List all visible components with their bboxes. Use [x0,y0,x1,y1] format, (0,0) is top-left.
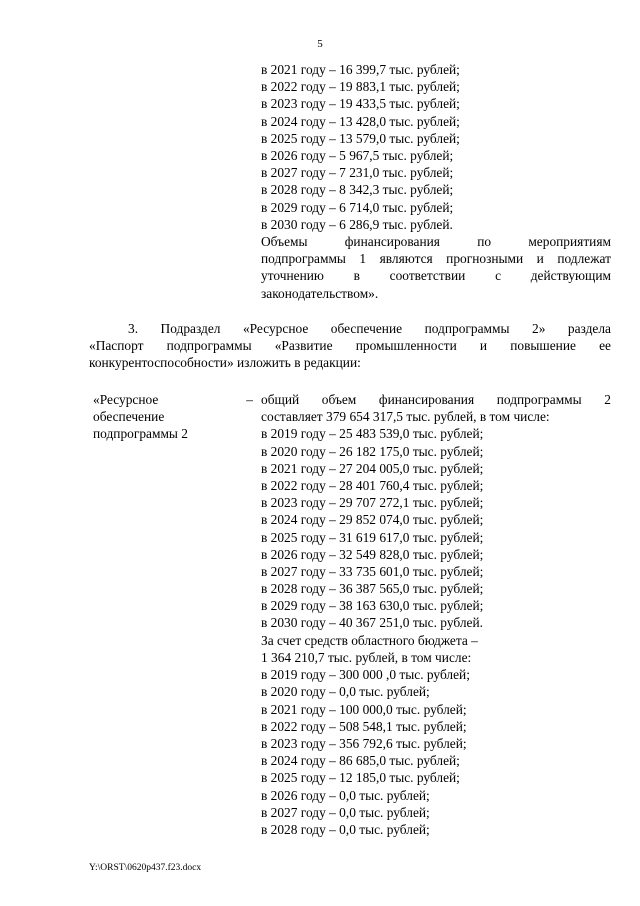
word: Объемы [261,234,308,249]
word: подпрограммы [261,251,346,267]
regional-year-line: в 2022 году – 508 548,1 тыс. рублей; [261,718,467,734]
word: «Ресурсное [242,321,309,336]
regional-year-line: в 2021 году – 100 000,0 тыс. рублей; [261,701,467,717]
word: объем [321,392,357,407]
word: обеспечение [330,321,403,336]
funding-list-subprogram-1 [261,61,611,233]
forecast-note-line-4: законодательством». [261,285,379,301]
word: 1 [359,251,367,267]
total-funding [261,391,611,425]
word: мероприятиям [528,234,611,249]
word: прогнозными [446,251,524,267]
word: подлежат [557,251,611,267]
regional-budget-list [261,666,611,838]
regional-budget-header [261,632,611,666]
funding-year-line: в 2024 году – 29 852 074,0 тыс. рублей; [261,512,484,528]
funding-year-line: в 2028 году – 36 387 565,0 тыс. рублей; [261,581,484,597]
forecast-note-line-2 [261,250,611,267]
word: 3. [128,321,139,336]
label-dash: – [246,392,253,407]
word: являются [379,251,433,267]
section-paragraph-line-2 [89,337,611,354]
file-path-footer: Y:\ORST\0620p437.f23.docx [89,863,202,873]
funding-year-line: в 2022 году – 19 883,1 тыс. рублей; [261,79,460,95]
forecast-note-line-1 [261,233,611,250]
word: «Паспорт [89,338,144,354]
regional-budget-line-1: За счет средств областного бюджета – [261,632,478,648]
word: повышение [510,338,576,354]
word: финансирования [344,234,440,249]
funding-year-line: в 2021 году – 16 399,7 тыс. рублей; [261,62,460,77]
regional-budget-line-2: 1 364 210,7 тыс. рублей, в том числе: [261,649,472,665]
regional-year-line: в 2024 году – 86 685,0 тыс. рублей; [261,753,460,769]
word: 2» [532,321,546,336]
label-line-3: подпрограммы 2 [93,426,188,442]
regional-year-line: в 2020 году – 0,0 тыс. рублей; [261,684,430,700]
funding-year-line: в 2020 году – 26 182 175,0 тыс. рублей; [261,443,484,459]
regional-year-line: в 2026 году – 0,0 тыс. рублей; [261,787,430,803]
regional-year-line: в 2027 году – 0,0 тыс. рублей; [261,804,430,820]
regional-year-line: в 2028 году – 0,0 тыс. рублей; [261,821,430,837]
forecast-note [261,233,611,302]
word: Подраздел [160,321,221,336]
word: подпрограммы [496,392,582,407]
funding-year-line: в 2025 году – 31 619 617,0 тыс. рублей; [261,529,484,545]
label-word: «Ресурсное [93,392,159,407]
funding-year-line: в 2019 году – 25 483 539,0 тыс. рублей; [261,426,484,442]
funding-year-line: в 2021 году – 27 204 005,0 тыс. рублей; [261,460,484,476]
funding-list-subprogram-2 [261,425,611,631]
funding-year-line: в 2029 году – 6 714,0 тыс. рублей; [261,199,454,215]
word: раздела [567,321,611,336]
word: подпрограммы [166,338,252,354]
total-funding-line-1 [261,391,611,408]
label-line-2: обеспечение [93,409,165,425]
funding-year-line: в 2022 году – 28 401 760,4 тыс. рублей; [261,477,484,493]
regional-year-line: в 2025 году – 12 185,0 тыс. рублей; [261,770,460,786]
word: финансирования [378,392,475,407]
regional-year-line: в 2023 году – 356 792,6 тыс. рублей; [261,735,467,751]
funding-year-line: в 2030 году – 6 286,9 тыс. рублей. [261,216,453,232]
funding-year-line: в 2025 году – 13 579,0 тыс. рублей; [261,130,460,146]
word: уточнению [261,268,324,284]
word: промышленности [355,338,457,354]
word: в [353,268,360,284]
word: 2 [604,392,611,407]
total-funding-line-2: составляет 379 654 317,5 тыс. рублей, в том числе: [261,409,550,425]
funding-year-line: в 2026 году – 5 967,5 тыс. рублей; [261,147,454,163]
section-paragraph-line-1 [89,320,611,337]
word: действующим [530,268,611,284]
word: и [479,338,488,354]
word: соответствии [389,268,466,284]
section-paragraph [89,320,611,372]
funding-year-line: в 2023 году – 19 433,5 тыс. рублей; [261,96,460,112]
word: по [477,234,492,249]
word: ее [599,338,611,354]
word: подпрограммы [424,321,510,336]
resource-support-label [93,391,253,443]
funding-year-line: в 2026 году – 32 549 828,0 тыс. рублей; [261,546,484,562]
funding-year-line: в 2027 году – 7 231,0 тыс. рублей; [261,165,454,181]
funding-year-line: в 2027 году – 33 735 601,0 тыс. рублей; [261,563,484,579]
funding-year-line: в 2029 году – 38 163 630,0 тыс. рублей; [261,598,484,614]
page-number: 5 [317,38,323,50]
funding-year-line: в 2030 году – 40 367 251,0 тыс. рублей. [261,615,483,631]
word: с [495,268,502,284]
funding-year-line: в 2028 году – 8 342,3 тыс. рублей; [261,182,454,198]
funding-year-line: в 2024 году – 13 428,0 тыс. рублей; [261,113,460,129]
forecast-note-line-3 [261,267,611,284]
word: общий [261,392,300,407]
funding-year-line: в 2023 году – 29 707 272,1 тыс. рублей; [261,495,484,511]
section-paragraph-line-3: конкурентоспособности» изложить в редакции: [89,355,361,371]
word: «Развитие [274,338,333,354]
regional-year-line: в 2019 году – 300 000 ,0 тыс. рублей; [261,667,470,683]
word: и [536,251,544,267]
